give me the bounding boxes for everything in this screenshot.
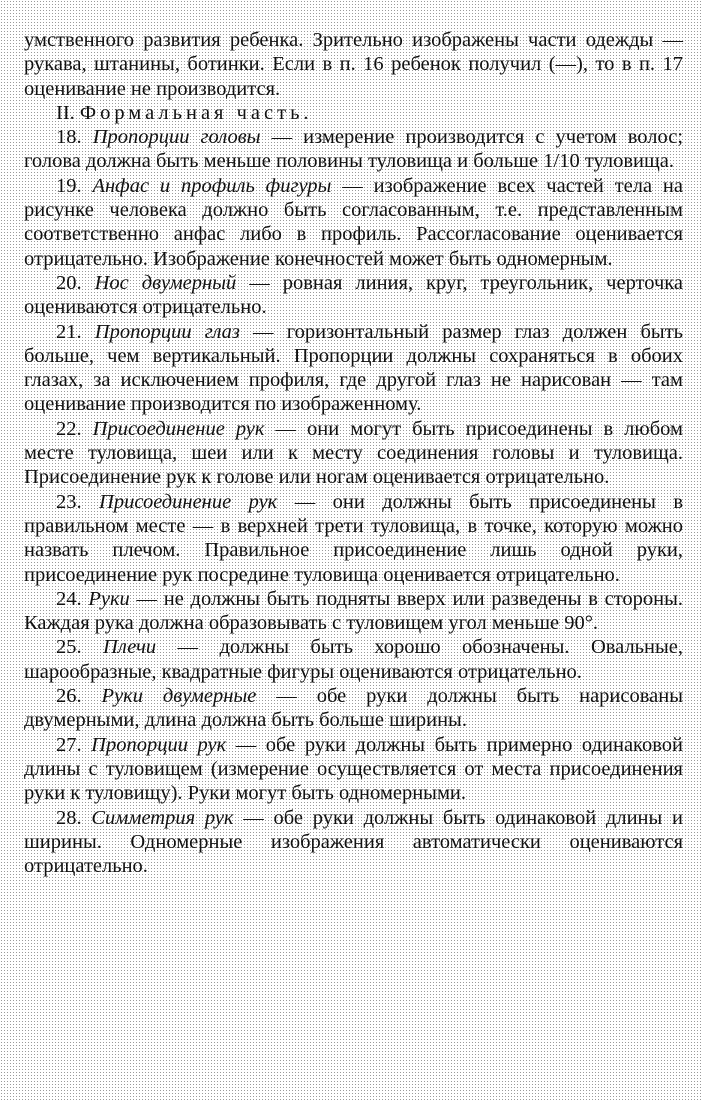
item-23: [24, 490, 683, 587]
item-term: Пропорции рук: [91, 733, 227, 756]
item-term: Нос двумерный: [94, 271, 237, 294]
item-text: — не должны быть подняты вверх или разведены в стороны. Каждая рука должна образовывать с туловищем угол меньше 90°.: [24, 587, 683, 635]
item-number: 26.: [56, 685, 82, 708]
item-term: Плечи: [103, 636, 157, 659]
item-term: Руки двумерные: [101, 685, 257, 708]
section-title: Формальная часть.: [79, 101, 313, 124]
item-term: Анфас и профиль фигуры: [92, 174, 332, 197]
item-20: [24, 271, 683, 320]
item-text: — обе руки должны быть одинаковой длины и ширины. Одномерные изображения автоматически оцениваются отрицательно.: [24, 806, 683, 878]
item-text: — обе руки должны быть примерно одинаковой длины с туловищем (измерение осуществляется от места присоединения руки к туловищу). Руки могут быть одномерными.: [24, 733, 683, 805]
item-number: 24.: [56, 587, 82, 610]
item-text: — они должны быть присоединены в правильном месте — в верхней трети туловища, в точке, которую можно назвать плечом. Правильное присоединение лишь одной руки, присоединение рук посредине туловища оценивается отрицательно.: [24, 490, 684, 586]
item-19: [24, 174, 683, 271]
item-24: [24, 587, 683, 636]
item-22: [24, 417, 683, 490]
item-18: [24, 125, 683, 174]
item-term: Присоединение рук: [99, 490, 278, 513]
item-term: Пропорции головы: [92, 126, 261, 149]
item-text: — они могут быть присоединены в любом месте туловища, шеи или к месту соединения головы и туловища. Присоединение рук к голове или ногам оценивается отрицательно.: [24, 417, 683, 489]
item-term: Симметрия рук: [91, 806, 234, 829]
item-text: — изображение всех частей тела на рисунке человека должно быть согласованным, т.е. представленным соответственно анфас либо в профиль. Рассогласование оценивается отрицательно. Изображение конечностей может быть одномерным.: [24, 174, 683, 270]
item-number: 25.: [56, 636, 82, 659]
item-21: [24, 320, 683, 417]
item-28: [24, 806, 683, 879]
item-number: 19.: [56, 174, 82, 197]
item-26: [24, 684, 683, 733]
item-text: — ровная линия, круг, треугольник, черточка оцениваются отрицательно.: [24, 271, 684, 319]
item-number: 27.: [56, 733, 82, 756]
item-number: 22.: [56, 417, 82, 440]
item-term: Руки: [88, 587, 130, 610]
section-numeral: II.: [56, 101, 75, 124]
item-text: — горизонтальный размер глаз должен быть больше, чем вертикальный. Пропорции должны сохраняться в обоих глазах, за исключением профиля, где другой глаз не нарисован — там оценивание производится по изображенному.: [24, 320, 684, 416]
section-heading: [24, 101, 683, 125]
item-number: 20.: [56, 271, 82, 294]
item-text: — измерение производится с учетом волос; голова должна быть меньше половины туловища и больше 1/10 туловища.: [24, 126, 684, 173]
item-term: Присоединение рук: [92, 417, 265, 440]
intro-paragraph: умственного развития ребенка. Зрительно изображены части одежды — рукава, штанины, ботинки. Если в п. 16 ребенок получил (—), то в п. 17 оценивание не производится.: [24, 29, 683, 100]
item-text: — обе руки должны быть нарисованы двумерными, длина должна быть больше ширины.: [24, 685, 684, 732]
item-27: [24, 733, 683, 806]
item-term: Пропорции глаз: [94, 320, 240, 343]
item-number: 21.: [56, 320, 82, 343]
item-number: 18.: [56, 126, 82, 149]
item-number: 23.: [56, 490, 82, 513]
item-25: [24, 635, 683, 684]
item-text: — должны быть хорошо обозначены. Овальные, шарообразные, квадратные фигуры оцениваются отрицательно.: [24, 636, 683, 683]
item-number: 28.: [56, 806, 82, 829]
